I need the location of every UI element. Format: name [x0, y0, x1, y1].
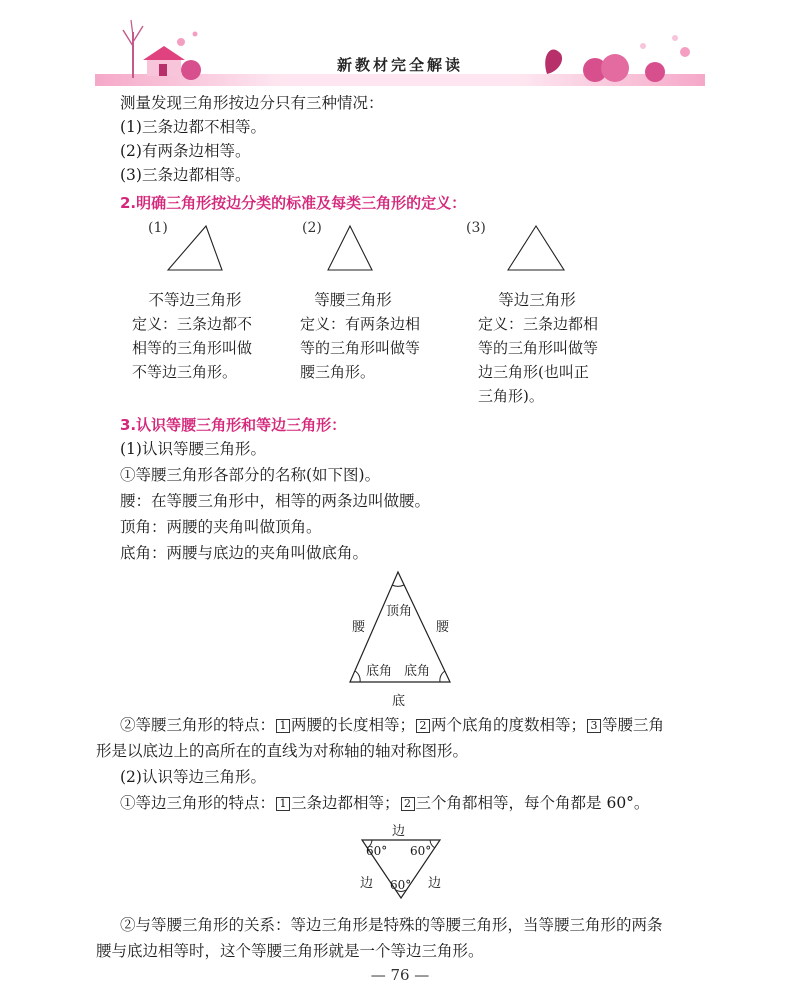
apex-definition: 顶角：两腰的夹角叫做顶角。 [120, 518, 322, 536]
sub1-title: (1)认识等腰三角形。 [120, 440, 266, 458]
eq-angle-left: 60° [366, 844, 388, 858]
type2-def-line: 等的三角形叫做等 [300, 339, 421, 357]
section2-heading: 2.明确三角形按边分类的标准及每类三角形的定义： [120, 194, 467, 212]
type3-name: 等边三角形 [498, 291, 576, 309]
type1-def-line: 相等的三角形叫做 [132, 339, 253, 357]
isosceles-features-line2: 形是以底边上的高所在的直线为对称轴的轴对称图形。 [96, 742, 469, 760]
section3-heading: 3.认识等腰三角形和等边三角形： [120, 416, 347, 434]
leg-right-label: 腰 [436, 620, 450, 635]
base-definition: 底角：两腰与底边的夹角叫做底角。 [120, 544, 369, 562]
type3-def-line: 三角形)。 [478, 387, 544, 405]
leg-left-label: 腰 [352, 620, 366, 635]
type2-def-line: 定义：有两条边相 [300, 315, 421, 333]
feature-text: 三条边都相等； [291, 794, 400, 812]
feature-text: 两个底角的度数相等； [431, 716, 587, 734]
box-number: 2 [416, 719, 430, 733]
intro-item-1: (1)三条边都不相等。 [120, 118, 266, 136]
type1-name: 不等边三角形 [148, 291, 242, 309]
apex-label: 顶角 [386, 604, 413, 619]
scalene-triangle [160, 222, 230, 274]
header-decoration [95, 12, 705, 90]
box-number: 1 [276, 719, 290, 733]
relation-line-1: ②与等腰三角形的关系：等边三角形是特殊的等腰三角形，当等腰三角形的两条 [120, 916, 663, 934]
type3-def-line: 边三角形(也叫正 [478, 363, 589, 381]
box-number: 1 [276, 797, 290, 811]
feature-text: 两腰的长度相等； [291, 716, 416, 734]
base-label: 底 [392, 694, 406, 709]
box-number: 2 [401, 797, 415, 811]
header-title: 新教材完全解读 [336, 56, 463, 74]
base-angle-right-label: 底角 [404, 664, 431, 679]
type3-definition [478, 312, 598, 408]
equilateral-features [120, 792, 649, 814]
eq-top-label: 边 [392, 824, 406, 839]
box-number: 3 [587, 719, 601, 733]
feature-text: 三个角都相等，每个角都是 60°。 [415, 794, 650, 812]
page-number: — 76 — [370, 966, 430, 984]
page-header [95, 12, 705, 90]
type2-number: (2) [302, 220, 322, 236]
intro-item-3: (3)三条边都相等。 [120, 166, 251, 184]
type2-definition [300, 312, 420, 384]
type3-def-line: 等的三角形叫做等 [478, 339, 599, 357]
leg-definition: 腰：在等腰三角形中，相等的两条边叫做腰。 [120, 492, 431, 510]
type1-number: (1) [148, 220, 168, 236]
type2-name: 等腰三角形 [314, 291, 392, 309]
type1-definition [132, 312, 252, 384]
eq-left-label: 边 [360, 876, 374, 891]
type3-def-line: 定义：三条边都相 [478, 315, 599, 333]
equilateral-small-triangle [500, 222, 572, 274]
intro-item-2: (2)有两条边相等。 [120, 142, 251, 160]
eq-angle-right: 60° [410, 844, 432, 858]
eq-angle-bottom: 60° [390, 878, 412, 892]
type1-def-line: 不等边三角形。 [132, 363, 238, 381]
sub2-title: (2)认识等边三角形。 [120, 768, 266, 786]
isosceles-small-triangle [320, 222, 380, 274]
base-angle-left-label: 底角 [366, 664, 393, 679]
type1-def-line: 定义：三条边都不 [132, 315, 253, 333]
parts-title: ①等腰三角形各部分的名称(如下图)。 [120, 466, 381, 484]
feature-text: 等腰三角 [602, 716, 665, 734]
isosceles-features [120, 714, 664, 736]
type3-number: (3) [466, 220, 486, 236]
features-prefix: ②等腰三角形的特点： [120, 716, 276, 734]
eq-right-label: 边 [428, 876, 442, 891]
eq-features-prefix: ①等边三角形的特点： [120, 794, 276, 812]
intro-lead: 测量发现三角形按边分只有三种情况： [120, 94, 384, 112]
relation-line-2: 腰与底边相等时，这个等腰三角形就是一个等边三角形。 [96, 942, 484, 960]
type2-def-line: 腰三角形。 [300, 363, 376, 381]
